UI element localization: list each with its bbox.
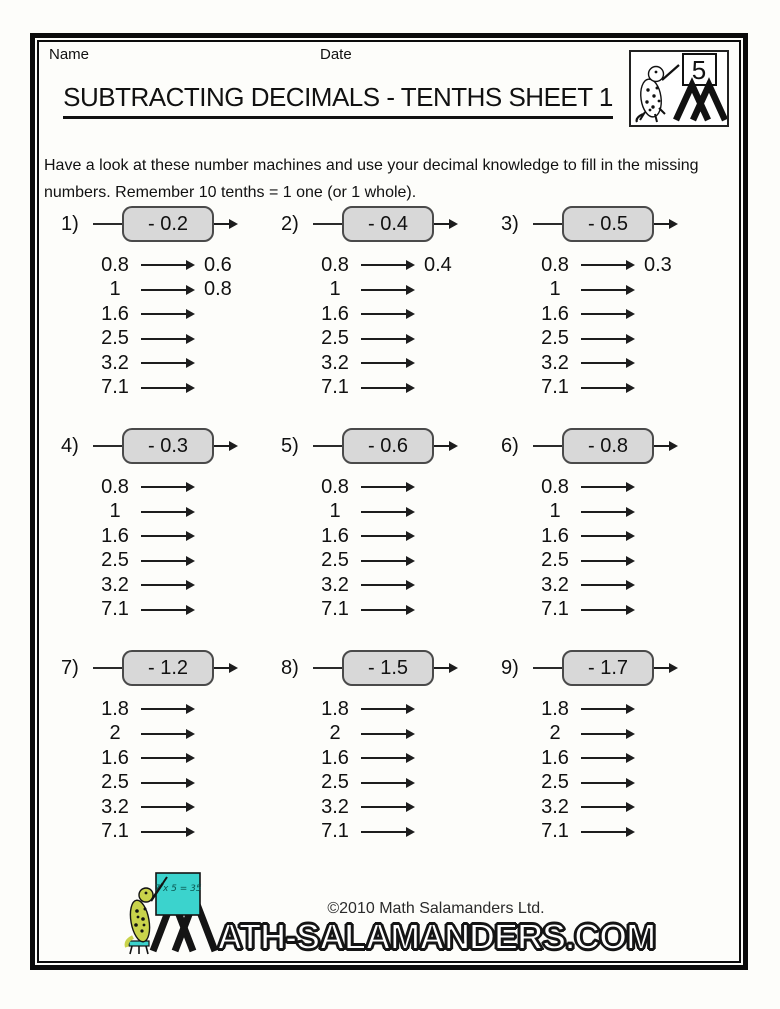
- footer-text: [217, 900, 655, 955]
- machine-output-arrow: [214, 667, 236, 669]
- row-arrow: [361, 289, 413, 291]
- input-value: 2.5: [321, 549, 349, 572]
- row-arrow: [361, 486, 413, 488]
- input-value: 0.8: [321, 475, 349, 498]
- value-row: [45, 573, 265, 598]
- site-name-text: ATH-SALAMANDERS.COM: [216, 916, 656, 957]
- value-rows: [265, 253, 485, 400]
- salamander-grade-icon: [631, 52, 727, 125]
- row-arrow: [361, 338, 413, 340]
- input-value: 1.6: [101, 746, 129, 769]
- value-row: [45, 302, 265, 327]
- value-row: [265, 475, 485, 500]
- problem-9: [485, 648, 705, 870]
- row-arrow: [581, 733, 633, 735]
- page-border: [30, 33, 748, 970]
- input-value: 2.5: [541, 549, 569, 572]
- row-arrow: [141, 486, 193, 488]
- machine-input-line: [93, 445, 122, 447]
- row-arrow: [581, 362, 633, 364]
- value-row: [265, 598, 485, 623]
- machine-header: [45, 204, 265, 244]
- row-arrow: [361, 362, 413, 364]
- value-row: [265, 376, 485, 401]
- row-arrow: [141, 289, 193, 291]
- value-row: [485, 722, 705, 747]
- row-arrow: [361, 831, 413, 833]
- row-arrow: [141, 806, 193, 808]
- value-row: [45, 820, 265, 845]
- machine-operation-box: - 1.7: [562, 650, 654, 686]
- machine-input-line: [93, 667, 122, 669]
- problem-2: [265, 204, 485, 426]
- input-value: 7.1: [321, 376, 349, 399]
- row-arrow: [581, 757, 633, 759]
- problem-1: [45, 204, 265, 426]
- input-value: 1.6: [321, 302, 349, 325]
- input-value: 1.6: [321, 746, 349, 769]
- machine-output-arrow: [214, 223, 236, 225]
- value-row: [265, 771, 485, 796]
- value-rows: [265, 697, 485, 844]
- row-arrow: [581, 609, 633, 611]
- input-value: 2: [329, 722, 341, 745]
- row-arrow: [141, 584, 193, 586]
- row-arrow: [141, 560, 193, 562]
- input-value: 3.2: [101, 351, 129, 374]
- value-row: [485, 253, 705, 278]
- value-rows: [485, 253, 705, 400]
- row-arrow: [141, 609, 193, 611]
- machine-input-line: [93, 223, 122, 225]
- input-value: 7.1: [541, 820, 569, 843]
- machine-operation-box: - 0.6: [342, 428, 434, 464]
- input-value: 2.5: [541, 771, 569, 794]
- problem-number: 9): [501, 656, 519, 679]
- value-row: [485, 376, 705, 401]
- row-arrow: [581, 560, 633, 562]
- answer-value: 0.3: [644, 253, 672, 276]
- row-arrow: [361, 264, 413, 266]
- input-value: 1: [109, 278, 121, 301]
- value-row: [265, 327, 485, 352]
- stool: [129, 941, 149, 946]
- footer-salamander-easel-icon: [123, 869, 223, 955]
- input-value: 0.8: [321, 253, 349, 276]
- value-row: [45, 351, 265, 376]
- value-row: [45, 253, 265, 278]
- input-value: 7.1: [541, 598, 569, 621]
- input-value: 2.5: [321, 327, 349, 350]
- answer-value: 0.8: [204, 278, 232, 301]
- input-value: 1.6: [321, 524, 349, 547]
- value-row: [265, 795, 485, 820]
- row-arrow: [141, 264, 193, 266]
- problem-4: [45, 426, 265, 648]
- row-arrow: [141, 387, 193, 389]
- row-arrow: [361, 560, 413, 562]
- input-value: 3.2: [541, 795, 569, 818]
- value-row: [45, 278, 265, 303]
- row-arrow: [361, 708, 413, 710]
- value-row: [265, 351, 485, 376]
- input-value: 0.8: [541, 475, 569, 498]
- machine-operation-box: - 0.5: [562, 206, 654, 242]
- row-arrow: [581, 511, 633, 513]
- value-row: [265, 746, 485, 771]
- row-arrow: [361, 609, 413, 611]
- row-arrow: [141, 511, 193, 513]
- value-row: [45, 697, 265, 722]
- input-value: 7.1: [321, 820, 349, 843]
- machine-header: [485, 648, 705, 688]
- value-rows: [45, 475, 265, 622]
- value-row: [45, 795, 265, 820]
- input-value: 3.2: [101, 573, 129, 596]
- value-rows: [485, 475, 705, 622]
- instructions-text: Have a look at these number machines and use your decimal knowledge to fill in the missing numbers. Remember 10 tenths = 1 one (or 1 whole).: [44, 157, 699, 201]
- machine-output-arrow: [654, 667, 676, 669]
- value-row: [265, 573, 485, 598]
- value-row: [45, 475, 265, 500]
- value-row: [485, 278, 705, 303]
- row-arrow: [581, 806, 633, 808]
- input-value: 1: [329, 278, 341, 301]
- value-row: [45, 722, 265, 747]
- row-arrow: [141, 313, 193, 315]
- value-row: [45, 549, 265, 574]
- row-arrow: [581, 584, 633, 586]
- row-arrow: [581, 708, 633, 710]
- paint-board: [156, 873, 200, 915]
- problem-number: 7): [61, 656, 79, 679]
- value-row: [265, 722, 485, 747]
- page-title: SUBTRACTING DECIMALS - TENTHS SHEET 1: [63, 82, 613, 119]
- input-value: 3.2: [321, 795, 349, 818]
- value-row: [45, 327, 265, 352]
- row-arrow: [361, 387, 413, 389]
- value-row: [485, 795, 705, 820]
- answer-value: 0.6: [204, 253, 232, 276]
- board-scribble: 7 x 5 = 35: [154, 884, 202, 894]
- machine-operation-box: - 0.8: [562, 428, 654, 464]
- machine-input-line: [313, 667, 342, 669]
- machine-output-arrow: [654, 223, 676, 225]
- row-arrow: [581, 387, 633, 389]
- input-value: 3.2: [541, 573, 569, 596]
- name-label: Name: [49, 46, 90, 63]
- row-arrow: [361, 806, 413, 808]
- value-row: [485, 327, 705, 352]
- date-label: Date: [320, 46, 352, 63]
- machine-header: [265, 426, 485, 466]
- problem-number: 4): [61, 434, 79, 457]
- machine-header: [485, 426, 705, 466]
- row-arrow: [141, 782, 193, 784]
- machine-output-arrow: [434, 223, 456, 225]
- input-value: 1: [109, 500, 121, 523]
- input-value: 0.8: [541, 253, 569, 276]
- machine-header: [45, 426, 265, 466]
- value-row: [45, 376, 265, 401]
- input-value: 7.1: [101, 376, 129, 399]
- input-value: 0.8: [101, 253, 129, 276]
- value-row: [265, 302, 485, 327]
- machine-operation-box: - 0.2: [122, 206, 214, 242]
- input-value: 1.6: [101, 524, 129, 547]
- grade-number: 5: [691, 55, 707, 85]
- row-arrow: [581, 264, 633, 266]
- machine-operation-box: - 1.2: [122, 650, 214, 686]
- problem-number: 2): [281, 212, 299, 235]
- input-value: 3.2: [321, 351, 349, 374]
- value-row: [485, 475, 705, 500]
- input-value: 1: [329, 500, 341, 523]
- row-arrow: [141, 757, 193, 759]
- row-arrow: [581, 535, 633, 537]
- value-row: [265, 278, 485, 303]
- value-rows: [45, 253, 265, 400]
- value-rows: [265, 475, 485, 622]
- machine-operation-box: - 0.3: [122, 428, 214, 464]
- machine-header: [45, 648, 265, 688]
- machine-input-line: [533, 445, 562, 447]
- machine-output-arrow: [214, 445, 236, 447]
- input-value: 2.5: [101, 549, 129, 572]
- input-value: 2.5: [321, 771, 349, 794]
- problem-7: [45, 648, 265, 870]
- input-value: 2.5: [101, 327, 129, 350]
- input-value: 2.5: [101, 771, 129, 794]
- value-row: [485, 302, 705, 327]
- title-wrap: [49, 82, 627, 119]
- input-value: 2.5: [541, 327, 569, 350]
- value-row: [485, 524, 705, 549]
- row-arrow: [141, 338, 193, 340]
- value-row: [485, 771, 705, 796]
- input-value: 1: [549, 500, 561, 523]
- input-value: 1.6: [541, 302, 569, 325]
- problem-5: [265, 426, 485, 648]
- value-row: [265, 500, 485, 525]
- problems-grid: [45, 204, 705, 870]
- value-row: [45, 746, 265, 771]
- value-row: [265, 697, 485, 722]
- row-arrow: [581, 782, 633, 784]
- value-row: [265, 820, 485, 845]
- grade-logo: [629, 50, 729, 127]
- problem-number: 1): [61, 212, 79, 235]
- input-value: 2: [549, 722, 561, 745]
- row-arrow: [361, 511, 413, 513]
- machine-output-arrow: [654, 445, 676, 447]
- machine-operation-box: - 0.4: [342, 206, 434, 242]
- input-value: 3.2: [321, 573, 349, 596]
- row-arrow: [581, 486, 633, 488]
- row-arrow: [581, 831, 633, 833]
- row-arrow: [141, 831, 193, 833]
- value-row: [485, 697, 705, 722]
- row-arrow: [141, 708, 193, 710]
- row-arrow: [361, 733, 413, 735]
- input-value: 7.1: [101, 598, 129, 621]
- value-row: [485, 500, 705, 525]
- machine-header: [265, 204, 485, 244]
- row-arrow: [141, 535, 193, 537]
- row-arrow: [581, 338, 633, 340]
- input-value: 2: [109, 722, 121, 745]
- input-value: 1.8: [321, 697, 349, 720]
- value-row: [45, 500, 265, 525]
- machine-input-line: [313, 445, 342, 447]
- value-row: [265, 253, 485, 278]
- row-arrow: [581, 289, 633, 291]
- m-logo-icon: [676, 85, 725, 120]
- page-border-inner: [37, 40, 741, 963]
- problem-number: 8): [281, 656, 299, 679]
- machine-operation-box: - 1.5: [342, 650, 434, 686]
- value-row: [485, 820, 705, 845]
- row-arrow: [141, 733, 193, 735]
- problem-8: [265, 648, 485, 870]
- input-value: 3.2: [541, 351, 569, 374]
- machine-output-arrow: [434, 667, 456, 669]
- value-row: [45, 771, 265, 796]
- value-row: [485, 351, 705, 376]
- answer-value: 0.4: [424, 253, 452, 276]
- problem-number: 6): [501, 434, 519, 457]
- value-row: [45, 598, 265, 623]
- row-arrow: [361, 535, 413, 537]
- row-arrow: [581, 313, 633, 315]
- input-value: 1.6: [541, 746, 569, 769]
- value-row: [485, 549, 705, 574]
- input-value: 1: [549, 278, 561, 301]
- input-value: 0.8: [101, 475, 129, 498]
- row-arrow: [361, 313, 413, 315]
- machine-input-line: [313, 223, 342, 225]
- problem-number: 5): [281, 434, 299, 457]
- row-arrow: [361, 757, 413, 759]
- input-value: 7.1: [321, 598, 349, 621]
- input-value: 3.2: [101, 795, 129, 818]
- value-row: [265, 524, 485, 549]
- footer: [39, 869, 739, 955]
- input-value: 1.6: [541, 524, 569, 547]
- input-value: 1.6: [101, 302, 129, 325]
- machine-header: [265, 648, 485, 688]
- input-value: 7.1: [101, 820, 129, 843]
- machine-input-line: [533, 667, 562, 669]
- input-value: 1.8: [541, 697, 569, 720]
- value-row: [485, 598, 705, 623]
- machine-output-arrow: [434, 445, 456, 447]
- value-row: [265, 549, 485, 574]
- copyright-text: ©2010 Math Salamanders Ltd.: [327, 900, 545, 917]
- machine-input-line: [533, 223, 562, 225]
- row-arrow: [361, 782, 413, 784]
- value-rows: [485, 697, 705, 844]
- value-row: [45, 524, 265, 549]
- value-rows: [45, 697, 265, 844]
- row-arrow: [361, 584, 413, 586]
- input-value: 1.8: [101, 697, 129, 720]
- row-arrow: [141, 362, 193, 364]
- value-row: [485, 746, 705, 771]
- problem-6: [485, 426, 705, 648]
- machine-header: [485, 204, 705, 244]
- problem-3: [485, 204, 705, 426]
- input-value: 7.1: [541, 376, 569, 399]
- value-row: [485, 573, 705, 598]
- problem-number: 3): [501, 212, 519, 235]
